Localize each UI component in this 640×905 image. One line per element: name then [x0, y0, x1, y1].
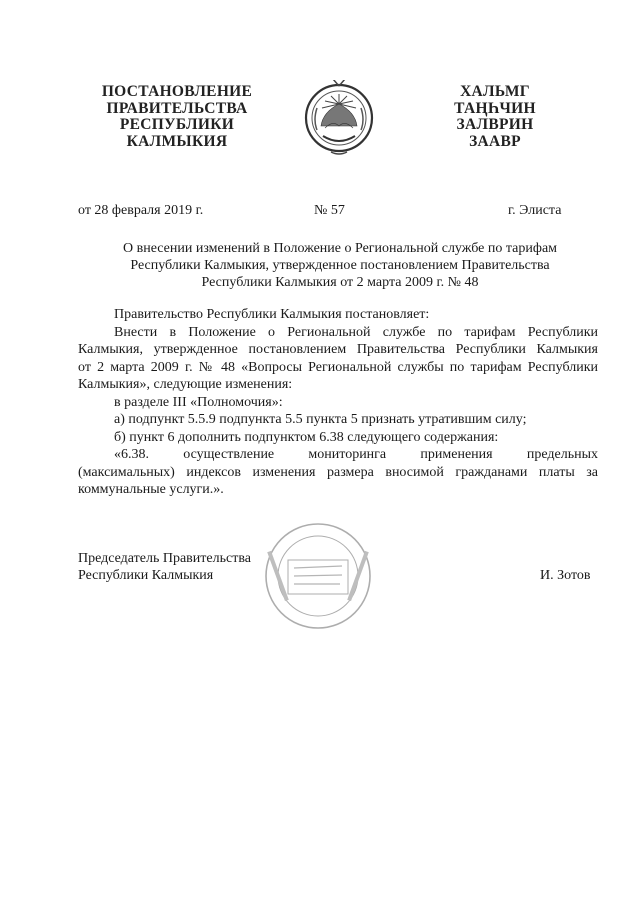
header-left [92, 84, 262, 150]
signatory-position-line: Республики Калмыкия [78, 568, 214, 583]
header-left-line: КАЛМЫКИЯ [126, 132, 228, 150]
body-para-line: от 2 марта 2009 г. № 48 «Вопросы Региональной службы по тарифам Республики [78, 359, 598, 375]
signatory-name: И. Зотов [540, 568, 591, 583]
body-para-line: Калмыкия, утвержденное постановлением Правительства Республики Калмыкия [78, 342, 598, 357]
header-right-line: ТАҢҺЧИН [454, 99, 536, 117]
body-quote-line: (максимальных) индексов изменения размера вносимой гражданами платы за [78, 464, 598, 480]
body-section: в разделе III «Полномочия»: [114, 394, 283, 410]
header-right-line: ЗАЛВРИН [456, 116, 534, 133]
signatory-position-line: Председатель Правительства [78, 551, 251, 566]
body-quote-line: «6.38. осуществление мониторинга применения предельных [114, 447, 598, 462]
body-para-line: Калмыкия», следующие изменения: [78, 377, 293, 392]
document-title [80, 240, 600, 291]
header-left-line: ПОСТАНОВЛЕНИЕ [101, 83, 253, 100]
document-city: г. Элиста [508, 203, 562, 218]
title-line: Республики Калмыкия, утвержденное постановлением Правительства [130, 258, 550, 273]
kalmykia-emblem-icon [303, 80, 375, 158]
signatory-position [78, 550, 251, 584]
body-quote-line: коммунальные услуги.». [78, 482, 224, 497]
official-stamp-icon [262, 520, 374, 632]
title-line: О внесении изменений в Положение о Региональной службе по тарифам [122, 241, 558, 256]
header-left-line: РЕСПУБЛИКИ [119, 116, 235, 133]
body-para-line: Внести в Положение о Региональной службе по тарифам Республики [114, 324, 598, 340]
header-right-line: ХАЛЬМГ [460, 83, 530, 100]
header-left-line: ПРАВИТЕЛЬСТВА [106, 99, 248, 117]
header-right [440, 84, 550, 150]
title-line: Республики Калмыкия от 2 марта 2009 г. № 48 [201, 275, 479, 290]
body-item-b: б) пункт 6 дополнить подпунктом 6.38 следующего содержания: [114, 429, 499, 445]
document-body [78, 306, 598, 499]
body-item-a: а) подпункт 5.5.9 подпункта 5.5 пункта 5 признать утратившим силу; [114, 412, 527, 427]
header-right-line: ЗААВР [469, 132, 521, 150]
document-date: от 28 февраля 2019 г. [78, 203, 204, 218]
document-number: № 57 [314, 203, 345, 218]
body-intro: Правительство Республики Калмыкия постановляет: [114, 307, 430, 322]
